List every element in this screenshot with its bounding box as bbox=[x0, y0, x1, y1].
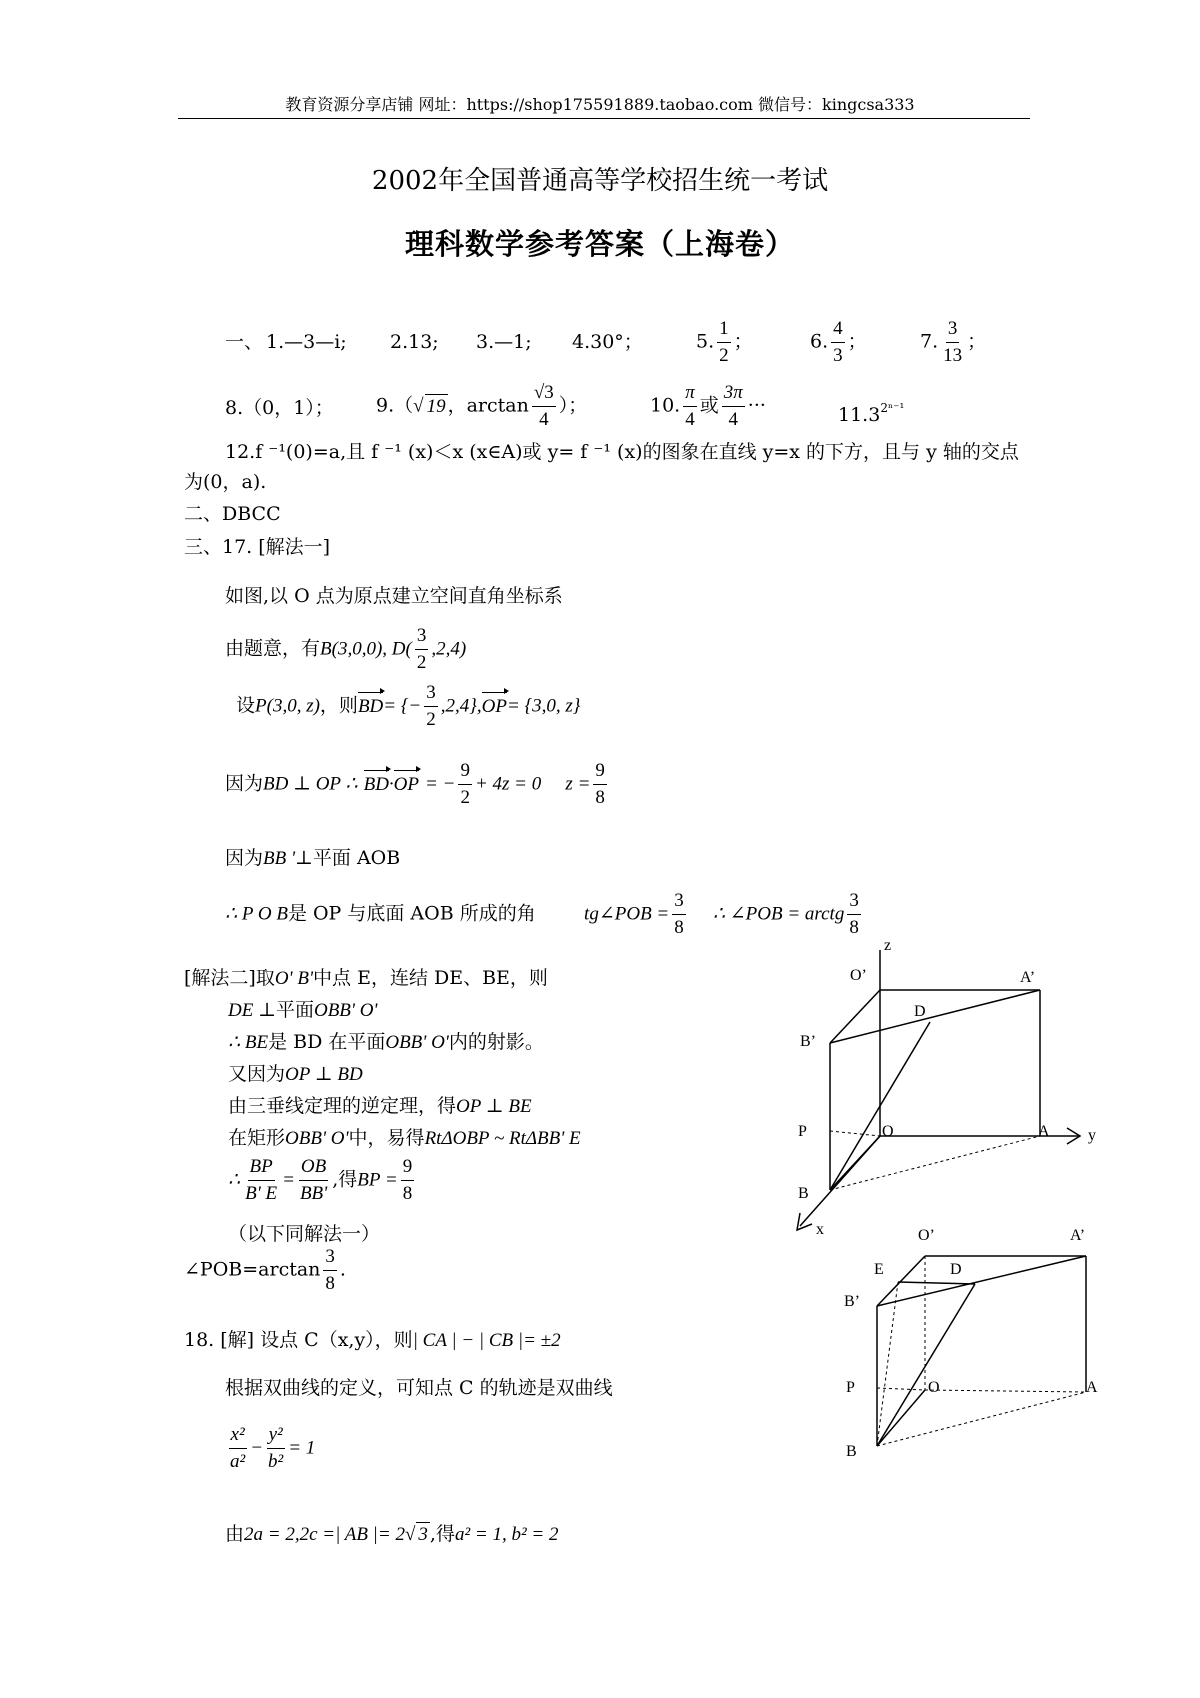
m2l3-math: OBB' O' bbox=[385, 1032, 449, 1053]
numerator: 3 bbox=[323, 1246, 337, 1271]
step3-eq1: = {− bbox=[383, 695, 422, 717]
denominator: 2 bbox=[460, 787, 470, 808]
answer-12-line1: 12.f ⁻¹(0)=a,且 f ⁻¹ (x)＜x (x∈A)或 y= f ⁻¹ (x)的图象在直线 y=x 的下方，且与 y 轴的交点 bbox=[225, 441, 1019, 463]
m2l4-pre: 又因为 bbox=[228, 1063, 286, 1085]
edge-ba bbox=[830, 1136, 1040, 1190]
section1-prefix: 一、 bbox=[225, 331, 264, 353]
m2l1-rest: 中点 E，连结 DE、BE，则 bbox=[313, 967, 548, 989]
answer-9-end: ）； bbox=[558, 394, 588, 417]
numerator: OB bbox=[299, 1156, 328, 1181]
segment-bo bbox=[830, 1136, 880, 1190]
label-d: D bbox=[950, 1261, 962, 1278]
m2l6-pre: 在矩形 bbox=[228, 1127, 286, 1149]
denominator: BB' bbox=[299, 1183, 328, 1204]
q18-line4 bbox=[225, 1522, 559, 1547]
numerator: 9 bbox=[593, 760, 607, 785]
q18-line3 bbox=[225, 1424, 315, 1473]
denominator: 2 bbox=[416, 652, 427, 673]
segment-po bbox=[830, 1131, 880, 1136]
denominator: 3 bbox=[833, 345, 843, 366]
q17-step5 bbox=[225, 846, 400, 871]
step2-math: B(3,0,0), D( bbox=[320, 638, 412, 660]
label-b: B bbox=[798, 1185, 809, 1202]
label-e: E bbox=[874, 1261, 884, 1278]
denominator: 8 bbox=[595, 787, 605, 808]
answer-5 bbox=[696, 318, 753, 367]
denominator: 4 bbox=[728, 409, 739, 430]
ellipsis: ··· bbox=[747, 394, 766, 417]
m2l6-math2: RtΔOBP ~ RtΔBB' E bbox=[424, 1128, 581, 1149]
label-o-prime: O’ bbox=[850, 967, 867, 984]
numerator: √3 bbox=[532, 382, 556, 407]
segment-be bbox=[877, 1282, 898, 1446]
numerator: 3 bbox=[946, 318, 960, 343]
exponent: 2ⁿ⁻¹ bbox=[880, 401, 905, 415]
q18l1-math: | CA | − | CB |= ±2 bbox=[412, 1330, 561, 1351]
step6-tg: tg∠POB = bbox=[584, 903, 670, 925]
vector-bd: BD bbox=[363, 773, 389, 795]
fraction bbox=[831, 318, 845, 367]
answer-6 bbox=[810, 318, 867, 367]
edge-b-prime-a-prime bbox=[830, 990, 1040, 1043]
method2-line5 bbox=[228, 1094, 532, 1119]
fraction bbox=[672, 890, 686, 939]
answer-1: 1.—3—i; bbox=[266, 331, 347, 353]
fraction bbox=[266, 1424, 285, 1473]
m2l9-end: . bbox=[339, 1258, 346, 1281]
q17-step1: 如图,以 O 点为原点建立空间直角坐标系 bbox=[225, 585, 563, 607]
radicand: 19 bbox=[426, 395, 446, 417]
step4-z: z = bbox=[565, 773, 591, 795]
fraction bbox=[722, 382, 745, 431]
label-o: O bbox=[882, 1123, 894, 1140]
answer-11-label: 11.3 bbox=[838, 404, 881, 426]
answer-4: 4.30°； bbox=[572, 331, 643, 353]
denominator: 8 bbox=[402, 1183, 413, 1204]
q18-line2: 根据双曲线的定义，可知点 C 的轨迹是双曲线 bbox=[225, 1377, 613, 1399]
edge-b-prime-a-prime bbox=[877, 1256, 1086, 1306]
label-b-prime: B’ bbox=[844, 1293, 860, 1310]
denominator: 4 bbox=[539, 409, 549, 430]
m2l5-pre: 由三垂线定理的逆定理，得 bbox=[228, 1095, 457, 1117]
numerator: y² bbox=[267, 1424, 285, 1449]
denominator: B' E bbox=[245, 1183, 278, 1204]
numerator: x² bbox=[229, 1424, 247, 1449]
method2-line7 bbox=[228, 1156, 417, 1205]
header-divider bbox=[178, 118, 1030, 119]
semicolon: ； bbox=[733, 330, 753, 353]
denominator: 2 bbox=[426, 709, 436, 730]
equals-one: = 1 bbox=[288, 1437, 316, 1459]
method2-line2 bbox=[228, 998, 378, 1023]
label-d: D bbox=[914, 1003, 926, 1020]
m2l6-math: OBB' O' bbox=[285, 1128, 349, 1149]
numerator: 4 bbox=[831, 318, 845, 343]
m2l2-rest: 平面 bbox=[275, 999, 314, 1021]
answer-12-line2: 为(0，a). bbox=[184, 471, 267, 493]
q18l4-pre: 由 bbox=[225, 1523, 245, 1545]
label-a: A bbox=[1086, 1379, 1098, 1396]
label-a: A bbox=[1038, 1123, 1050, 1140]
edge-oa bbox=[925, 1390, 1086, 1392]
label-o: O bbox=[928, 1379, 940, 1396]
denominator: 8 bbox=[325, 1273, 335, 1294]
step4-prefix: 因为 bbox=[225, 772, 264, 795]
fraction bbox=[593, 760, 607, 809]
numerator: 3 bbox=[424, 682, 438, 707]
q17-step3 bbox=[236, 682, 580, 731]
fraction bbox=[941, 318, 964, 367]
fraction bbox=[683, 382, 697, 431]
m2l7-pre: ∴ bbox=[228, 1169, 241, 1191]
denominator: a² bbox=[230, 1451, 246, 1472]
fraction bbox=[243, 1156, 279, 1205]
q18-line1 bbox=[184, 1328, 561, 1353]
label-y: y bbox=[1088, 1127, 1096, 1144]
denominator: 4 bbox=[685, 409, 695, 430]
label-a-prime: A’ bbox=[1070, 1227, 1086, 1244]
answer-8: 8.（0，1）； bbox=[225, 397, 334, 419]
m2l1-math: O' B' bbox=[274, 968, 314, 989]
answer-5-label: 5. bbox=[696, 330, 715, 353]
numerator: BP bbox=[248, 1156, 275, 1181]
step6-prefix: ∴ P O B bbox=[225, 903, 288, 925]
step2-prefix: 由题意，有 bbox=[225, 637, 321, 660]
answer-11 bbox=[838, 396, 904, 427]
answer-7 bbox=[920, 318, 986, 367]
fraction bbox=[458, 760, 472, 809]
label-x: x bbox=[816, 1221, 824, 1238]
answer-9-arctan: ，arctan bbox=[447, 394, 529, 417]
equals: = bbox=[282, 1169, 295, 1191]
answer-3: 3.—1; bbox=[476, 331, 532, 353]
m2l3-end: 内的射影。 bbox=[448, 1031, 544, 1053]
fraction bbox=[424, 682, 438, 731]
method2-line8: （以下同解法一） bbox=[228, 1223, 381, 1245]
step6-mid: 是 OP 与底面 AOB 所成的角 bbox=[287, 902, 536, 925]
edge-b-prime-o-prime bbox=[877, 1256, 925, 1306]
numerator: 3π bbox=[722, 382, 745, 407]
section3-heading: 三、17. [解法一] bbox=[184, 536, 331, 558]
method2-line6 bbox=[228, 1126, 581, 1151]
fraction bbox=[532, 382, 556, 431]
step3-eq2: = {3,0, z} bbox=[506, 695, 581, 717]
fraction bbox=[415, 625, 429, 674]
denominator: 8 bbox=[849, 917, 859, 938]
answer-9-label: 9.（ bbox=[376, 394, 414, 417]
m2l2-math2: OBB' O' bbox=[313, 1000, 378, 1021]
vector-op: OP bbox=[481, 695, 507, 717]
m2l7-mid: ,得 bbox=[332, 1168, 358, 1191]
fraction bbox=[401, 1156, 415, 1205]
answer-10-label: 10. bbox=[650, 394, 681, 417]
label-z: z bbox=[884, 937, 892, 954]
fraction bbox=[717, 318, 731, 367]
answer-title: 理科数学参考答案（上海卷） bbox=[404, 227, 795, 261]
q18l4-math: 2a = 2,2c =| AB |= 2 bbox=[244, 1524, 405, 1545]
exam-title: 2002年全国普通高等学校招生统一考试 bbox=[371, 166, 829, 196]
m2l1-pre: [解法二]取 bbox=[184, 967, 275, 989]
q17-step6 bbox=[225, 890, 864, 939]
step4-eq: = − bbox=[425, 773, 456, 795]
figure-2-prism bbox=[780, 1222, 1110, 1472]
step6-arctg: ∴ ∠POB = arctg bbox=[712, 903, 845, 925]
step5-prefix: 因为 bbox=[225, 847, 264, 869]
step2-end: ,2,4) bbox=[431, 638, 467, 660]
sqrt-sign: √ bbox=[413, 395, 424, 417]
dot-operator: · bbox=[388, 773, 394, 795]
or-text: 或 bbox=[699, 394, 719, 417]
fraction bbox=[228, 1424, 247, 1473]
minus: − bbox=[250, 1437, 264, 1459]
answer-9 bbox=[376, 382, 587, 431]
q18l4-mid: ,得 bbox=[429, 1523, 455, 1545]
label-a-prime: A’ bbox=[1020, 969, 1036, 986]
page-header: 教育资源分享店铺 网址：https://shop175591889.taobao.com 微信号：kingcsa333 bbox=[285, 95, 915, 114]
denominator: 2 bbox=[719, 345, 729, 366]
numerator: 3 bbox=[847, 890, 861, 915]
m2l2-math: DE ⊥ bbox=[228, 1000, 276, 1021]
answer-2: 2.13; bbox=[390, 331, 439, 353]
numerator: 3 bbox=[672, 890, 686, 915]
fraction bbox=[323, 1246, 337, 1295]
semicolon: ； bbox=[967, 330, 987, 353]
label-b-prime: B’ bbox=[800, 1033, 816, 1050]
method2-line4 bbox=[228, 1062, 363, 1087]
vector-op: OP bbox=[393, 773, 419, 795]
answer-7-label: 7. bbox=[920, 330, 939, 353]
m2l7-bp: BP = bbox=[357, 1169, 398, 1191]
label-p: P bbox=[798, 1123, 807, 1140]
radicand: 3 bbox=[418, 1524, 428, 1545]
q17-step4 bbox=[225, 760, 610, 809]
m2l6-mid: 中，易得 bbox=[348, 1127, 425, 1149]
label-o-prime: O’ bbox=[918, 1227, 935, 1244]
step3-eq1b: ,2,4}, bbox=[440, 695, 482, 717]
method2-line9 bbox=[184, 1246, 346, 1295]
answer-6-label: 6. bbox=[810, 330, 829, 353]
numerator: 9 bbox=[458, 760, 472, 785]
vector-bd: BD bbox=[357, 695, 384, 717]
step3-prefix: 设 bbox=[236, 694, 256, 717]
denominator: b² bbox=[268, 1451, 284, 1472]
step5-math: BB '⊥ bbox=[263, 848, 313, 869]
numerator: π bbox=[683, 382, 697, 407]
numerator: 3 bbox=[415, 625, 429, 650]
m2l3-rest: 是 BD 在平面 bbox=[268, 1031, 386, 1053]
m2l4-math: OP ⊥ BD bbox=[285, 1064, 363, 1085]
numerator: 1 bbox=[717, 318, 731, 343]
step4-perp: BD ⊥ OP ∴ bbox=[263, 773, 358, 795]
step5-rest: 平面 AOB bbox=[312, 847, 401, 869]
denominator: 8 bbox=[674, 917, 684, 938]
q17-step2 bbox=[225, 625, 466, 674]
m2l3-pre: ∴ BE bbox=[228, 1032, 269, 1053]
fraction bbox=[298, 1156, 329, 1205]
m2l5-math: OP ⊥ BE bbox=[456, 1096, 532, 1117]
edge-b-prime-o-prime bbox=[830, 990, 880, 1043]
step3-then: ，则 bbox=[319, 694, 358, 717]
q18l4-math2: a² = 1, b² = 2 bbox=[454, 1524, 559, 1545]
method2-line3 bbox=[228, 1030, 544, 1055]
segment-ed bbox=[898, 1282, 975, 1284]
fraction bbox=[847, 890, 861, 939]
step3-point: P(3,0, z) bbox=[255, 695, 320, 717]
figure-1-prism bbox=[780, 935, 1110, 1245]
m2l9-pre: ∠POB=arctan bbox=[184, 1258, 321, 1281]
q18l1-pre: 18. [解] 设点 C（x,y），则 bbox=[184, 1329, 413, 1351]
section2-answers: 二、DBCC bbox=[184, 503, 281, 525]
sqrt-sign: √ bbox=[404, 1524, 416, 1545]
segment-bd bbox=[877, 1284, 975, 1446]
edge-ba bbox=[877, 1392, 1086, 1446]
method2-line1 bbox=[184, 966, 548, 991]
answer-10 bbox=[650, 382, 766, 431]
label-b: B bbox=[846, 1443, 857, 1460]
label-p: P bbox=[846, 1379, 855, 1396]
segment-bo bbox=[877, 1390, 925, 1446]
numerator: 9 bbox=[401, 1156, 415, 1181]
denominator: 13 bbox=[943, 345, 963, 366]
semicolon: ； bbox=[847, 330, 867, 353]
step4-rest: + 4z = 0 bbox=[474, 773, 542, 795]
